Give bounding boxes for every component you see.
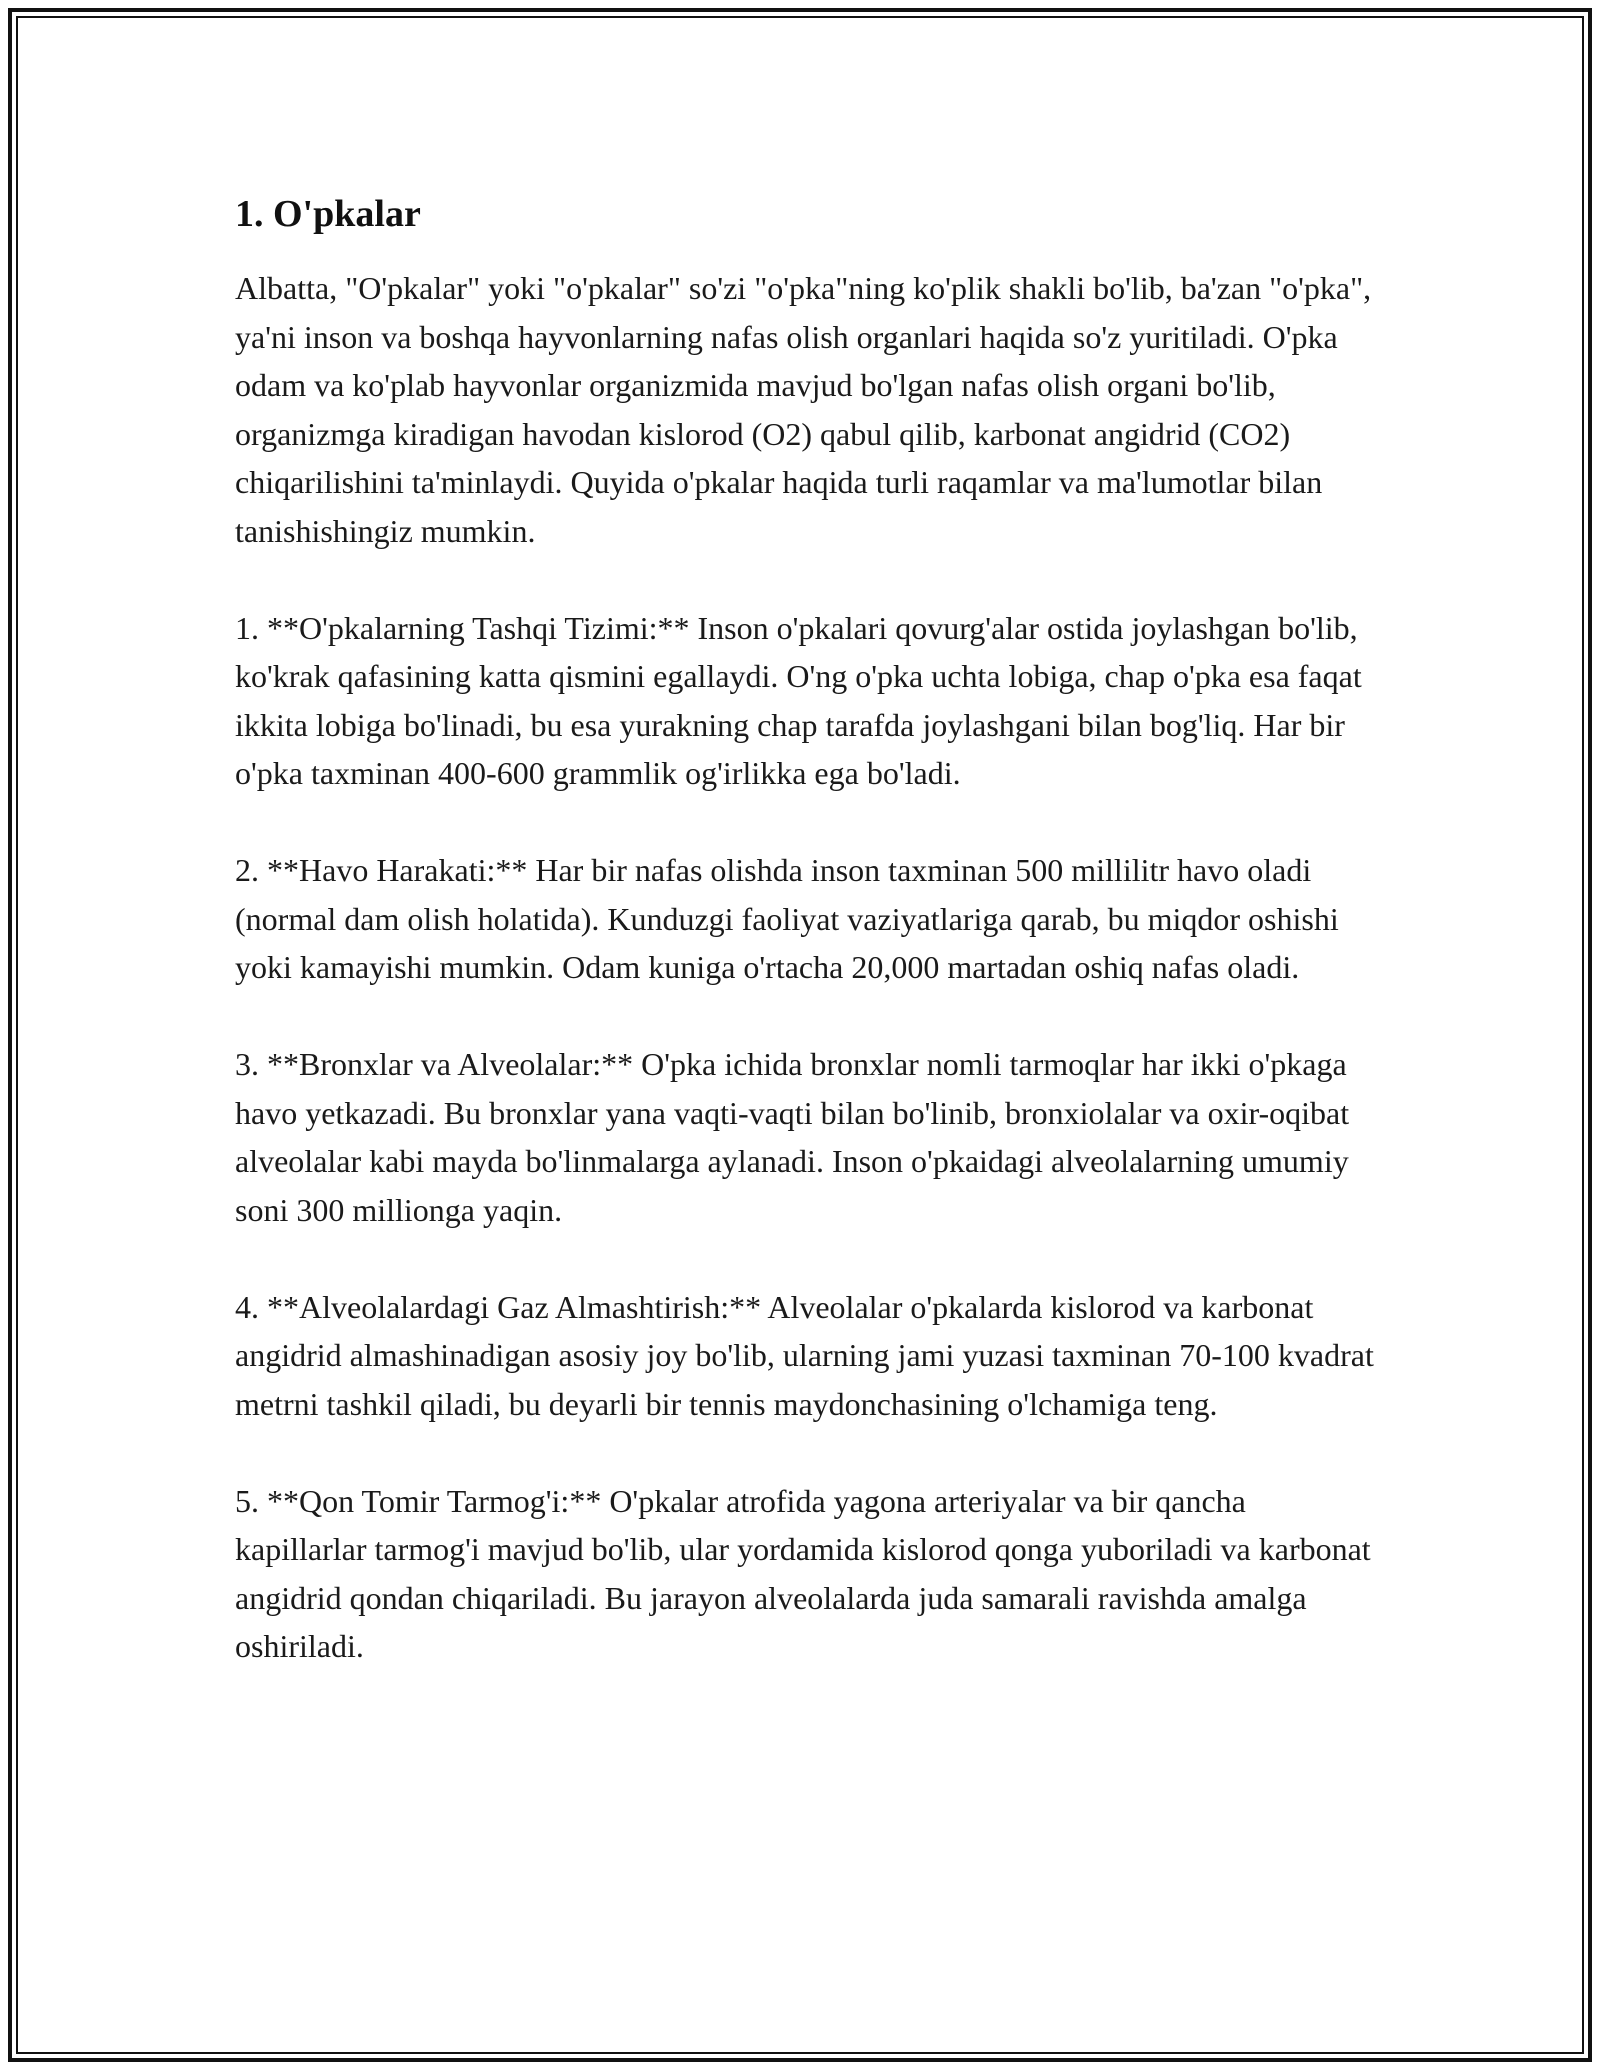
list-item-1-paragraph: 1. **O'pkalarning Tashqi Tizimi:** Inson o'pkalari qovurg'alar ostida joylashgan bo'lib, ko'krak qafasining katta qismini egallaydi. O'ng o'pka uchta lobiga, chap o'pka esa faqat ikkita lobiga bo'linadi, bu esa yurakning chap tarafda joylashgani bilan bog'liq. Har bir o'pka taxminan 400-600 grammlik og'irlikka ega bo'ladi.	[235, 609, 1362, 791]
document-body	[235, 190, 1375, 1719]
list-item-5-paragraph: 5. **Qon Tomir Tarmog'i:** O'pkalar atrofida yagona arteriyalar va bir qancha kapillarlar tarmog'i mavjud bo'lib, ular yordamida kislorod qonga yuboriladi va karbonat angidrid qondan chiqariladi. Bu jarayon alveolalarda juda samarali ravishda amalga oshiriladi.	[235, 1482, 1371, 1664]
document-title: 1. O'pkalar	[235, 193, 421, 235]
intro-paragraph: Albatta, "O'pkalar" yoki "o'pkalar" so'zi "o'pka"ning ko'plik shakli bo'lib, ba'zan "o'pka", ya'ni inson va boshqa hayvonlarning nafas olish organlari haqida so'z yuritiladi. O'pka odam va ko'plab hayvonlar organizmida mavjud bo'lgan nafas olish organi bo'lib, organizmga kiradigan havodan kislorod (O2) qabul qilib, karbonat angidrid (CO2) chiqarilishini ta'minlaydi. Quyida o'pkalar haqida turli raqamlar va ma'lumotlar bilan tanishishingiz mumkin.	[235, 270, 1372, 549]
list-item-2-paragraph: 2. **Havo Harakati:** Har bir nafas olishda inson taxminan 500 millilitr havo oladi (normal dam olish holatida). Kunduzgi faoliyat vaziyatlariga qarab, bu miqdor oshishi yoki kamayishi mumkin. Odam kuniga o'rtacha 20,000 martadan oshiq nafas oladi.	[235, 852, 1339, 985]
list-item-3-paragraph: 3. **Bronxlar va Alveolalar:** O'pka ichida bronxlar nomli tarmoqlar har ikki o'pkaga havo yetkazadi. Bu bronxlar yana vaqti-vaqti bilan bo'linib, bronxiolalar va oxir-oqibat alveolalar kabi mayda bo'linmalarga aylanadi. Inson o'pkaidagi alveolalarning umumiy soni 300 millionga yaqin.	[235, 1046, 1350, 1228]
list-item-4-paragraph: 4. **Alveolalardagi Gaz Almashtirish:** Alveolalar o'pkalarda kislorod va karbonat angidrid almashinadigan asosiy joy bo'lib, ularning jami yuzasi taxminan 70-100 kvadrat metrni tashkil qiladi, bu deyarli bir tennis maydonchasining o'lchamiga teng.	[235, 1288, 1374, 1422]
